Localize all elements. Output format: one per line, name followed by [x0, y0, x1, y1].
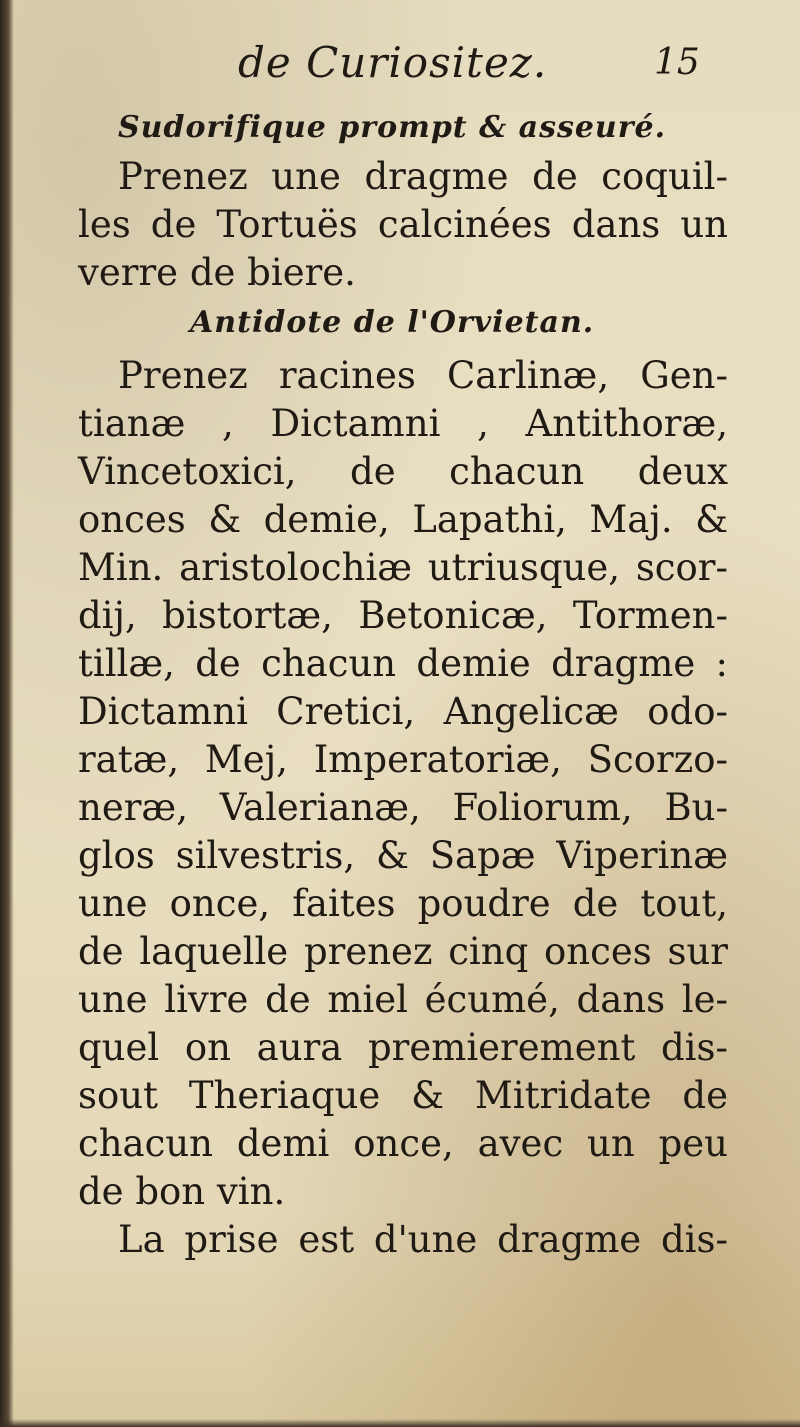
text-line: les de Tortuës calcinées dans un	[78, 203, 728, 246]
page-binding-shadow	[0, 0, 14, 1427]
text-line: une once, faites poudre de tout,	[78, 882, 728, 925]
text-line: quel on aura premierement dis-	[78, 1026, 728, 1069]
page-number: 15	[654, 42, 700, 83]
text-line: sout Theriaque & Mitridate de	[78, 1074, 728, 1117]
text-line: ratæ, Mej, Imperatoriæ, Scorzo-	[78, 738, 728, 781]
text-line: tillæ, de chacun demie dragme :	[78, 642, 728, 685]
text-line: glos silvestris, & Sapæ Viperinæ	[78, 834, 728, 877]
text-line: tianæ , Dictamni , Antithoræ,	[78, 402, 728, 445]
text-line: onces & demie, Lapathi, Maj. &	[78, 498, 728, 541]
text-line: La prise est d'une dragme dis-	[118, 1218, 728, 1261]
page-bottom-edge	[0, 1419, 800, 1427]
text-line: une livre de miel écumé, dans le-	[78, 978, 728, 1021]
text-line: Prenez une dragme de coquil-	[118, 155, 728, 198]
text-line: verre de biere.	[78, 251, 356, 294]
running-head-title: de Curiositez.	[238, 38, 548, 87]
text-line: Min. aristolochiæ utriusque, scor-	[78, 546, 728, 589]
running-head	[0, 38, 800, 98]
text-line: dij, bistortæ, Betonicæ, Tormen-	[78, 594, 728, 637]
text-line: Vincetoxici, de chacun deux	[78, 450, 728, 493]
section-heading-sudorifique: Sudorifique prompt & asseuré.	[118, 110, 667, 145]
text-line: Prenez racines Carlinæ, Gen-	[118, 354, 728, 397]
text-line: Dictamni Cretici, Angelicæ odo-	[78, 690, 728, 733]
section-heading-antidote: Antidote de l'Orvietan.	[190, 305, 595, 340]
text-line: chacun demi once, avec un peu	[78, 1122, 728, 1165]
text-line: de laquelle prenez cinq onces sur	[78, 930, 728, 973]
text-line: de bon vin.	[78, 1170, 286, 1213]
text-line: neræ, Valerianæ, Foliorum, Bu-	[78, 786, 728, 829]
